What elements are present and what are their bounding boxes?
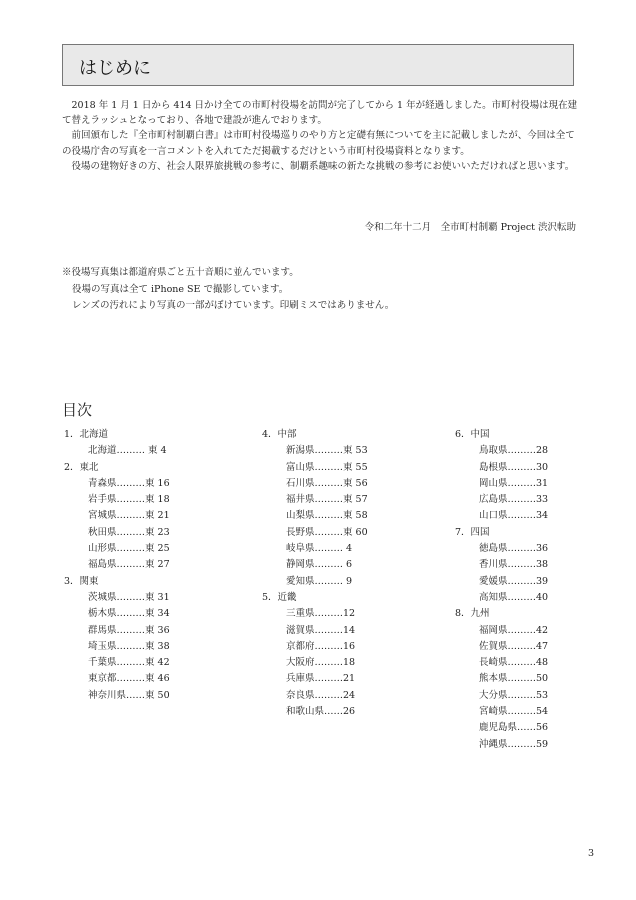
toc-entry: 京都府………16 <box>286 640 356 652</box>
intro-paragraph: 役場の建物好きの方、社会人限界旅挑戦の参考に、制覇系趣味の新たな挑戦の参考にお使いいただければと思います。 <box>71 160 575 172</box>
note-line: ※役場写真集は都道府県ごと五十音順に並んでいます。 <box>62 267 299 278</box>
toc-region-heading: 3．関東 <box>64 575 99 587</box>
toc-entry: 三重県………12 <box>286 608 356 620</box>
toc-entry: 北海道……… 東 4 <box>88 445 167 457</box>
toc-column-1 <box>62 427 170 704</box>
intro-text <box>62 98 578 174</box>
toc-entry: 福岡県………42 <box>479 624 549 636</box>
toc-entry: 新潟県………東 53 <box>286 445 368 457</box>
toc-entry: 長野県………東 60 <box>286 526 368 538</box>
toc-region-heading: 5．近畿 <box>262 591 297 603</box>
toc-entry: 島根県………30 <box>479 461 549 473</box>
note-line: レンズの汚れにより写真の一部がぼけています。印刷ミスではありません。 <box>72 300 395 311</box>
toc-entry: 熊本県………50 <box>479 673 549 685</box>
toc-region-heading: 1．北海道 <box>64 429 109 440</box>
toc-column-2 <box>260 427 368 720</box>
toc-region-heading: 7．四国 <box>455 526 490 538</box>
toc-entry: 岡山県………31 <box>479 477 549 489</box>
toc-entry: 愛知県……… 9 <box>286 575 353 587</box>
toc-entry: 鹿児島県……56 <box>479 722 549 734</box>
toc-entry: 東京都………東 46 <box>88 673 170 685</box>
toc-entry: 秋田県………東 23 <box>88 526 170 538</box>
toc-entry: 静岡県……… 6 <box>286 559 353 571</box>
toc-entry: 大分県………53 <box>479 689 549 701</box>
signature: 令和二年十二月 全市町村制覇 Project 渋沢転助 <box>364 222 576 233</box>
intro-paragraph: 前回頒布した『全市町村制覇白書』は市町村役場巡りのやり方と定礎有無についてを主に記載しましたが、今回は全ての役場庁舎の写真を一言コメントを入れてただ掲載するだけという市町村役場資料となります。 <box>62 130 575 157</box>
note-line: 役場の写真は全て iPhone SE で撮影しています。 <box>72 283 289 295</box>
section-title: はじめに <box>79 58 151 79</box>
toc-region-heading: 8．九州 <box>455 608 490 620</box>
toc-entry: 青森県………東 16 <box>88 477 170 489</box>
toc-entry: 沖縄県………59 <box>479 738 549 750</box>
toc-entry: 鳥取県………28 <box>479 445 549 457</box>
toc-entry: 宮城県………東 21 <box>88 510 170 522</box>
toc-entry: 神奈川県……東 50 <box>88 689 170 701</box>
toc-entry: 高知県………40 <box>479 591 549 603</box>
toc-entry: 群馬県………東 36 <box>88 624 170 636</box>
section-title-box <box>62 44 574 86</box>
toc-entry: 香川県………38 <box>479 559 549 571</box>
toc-entry: 福井県………東 57 <box>286 494 368 506</box>
toc-entry: 山口県………34 <box>479 510 549 522</box>
toc-entry: 岩手県………東 18 <box>88 494 170 506</box>
toc-entry: 山梨県………東 58 <box>286 510 368 522</box>
toc-entry: 山形県………東 25 <box>88 543 170 555</box>
toc-entry: 滋賀県………14 <box>286 624 356 636</box>
toc-entry: 大阪府………18 <box>286 657 356 669</box>
intro-paragraph: 2018 年 1 月 1 日から 414 日かけ全ての市町村役場を訪問が完了してから 1 年が経過しました。市町村役場は現在建て替えラッシュとなっており、各地で建設が進んでおります。 <box>62 100 578 127</box>
notes <box>62 265 394 315</box>
toc-entry: 佐賀県………47 <box>479 640 549 652</box>
toc-entry: 岐阜県……… 4 <box>286 543 353 555</box>
toc-entry: 和歌山県……26 <box>286 706 356 718</box>
toc-entry: 千葉県………東 42 <box>88 657 170 669</box>
toc-entry: 埼玉県………東 38 <box>88 640 170 652</box>
page-number: 3 <box>587 848 594 859</box>
toc-entry: 石川県………東 56 <box>286 477 368 489</box>
toc-column-3 <box>453 427 548 753</box>
toc-title: 目次 <box>62 401 93 419</box>
toc-entry: 奈良県………24 <box>286 689 356 701</box>
toc-entry: 徳島県………36 <box>479 543 549 555</box>
toc-entry: 愛媛県………39 <box>479 575 549 587</box>
toc-entry: 長崎県………48 <box>479 657 549 669</box>
toc-region-heading: 4．中部 <box>262 429 297 440</box>
toc-entry: 栃木県………東 34 <box>88 608 170 620</box>
toc-entry: 福島県………東 27 <box>88 559 170 571</box>
toc-entry: 広島県………33 <box>479 494 549 506</box>
toc-region-heading: 6．中国 <box>455 429 490 440</box>
toc-entry: 宮崎県………54 <box>479 706 549 718</box>
toc-region-heading: 2．東北 <box>64 461 99 473</box>
toc-entry: 兵庫県………21 <box>286 673 356 685</box>
toc-entry: 茨城県………東 31 <box>88 591 170 603</box>
toc-entry: 富山県………東 55 <box>286 461 368 473</box>
